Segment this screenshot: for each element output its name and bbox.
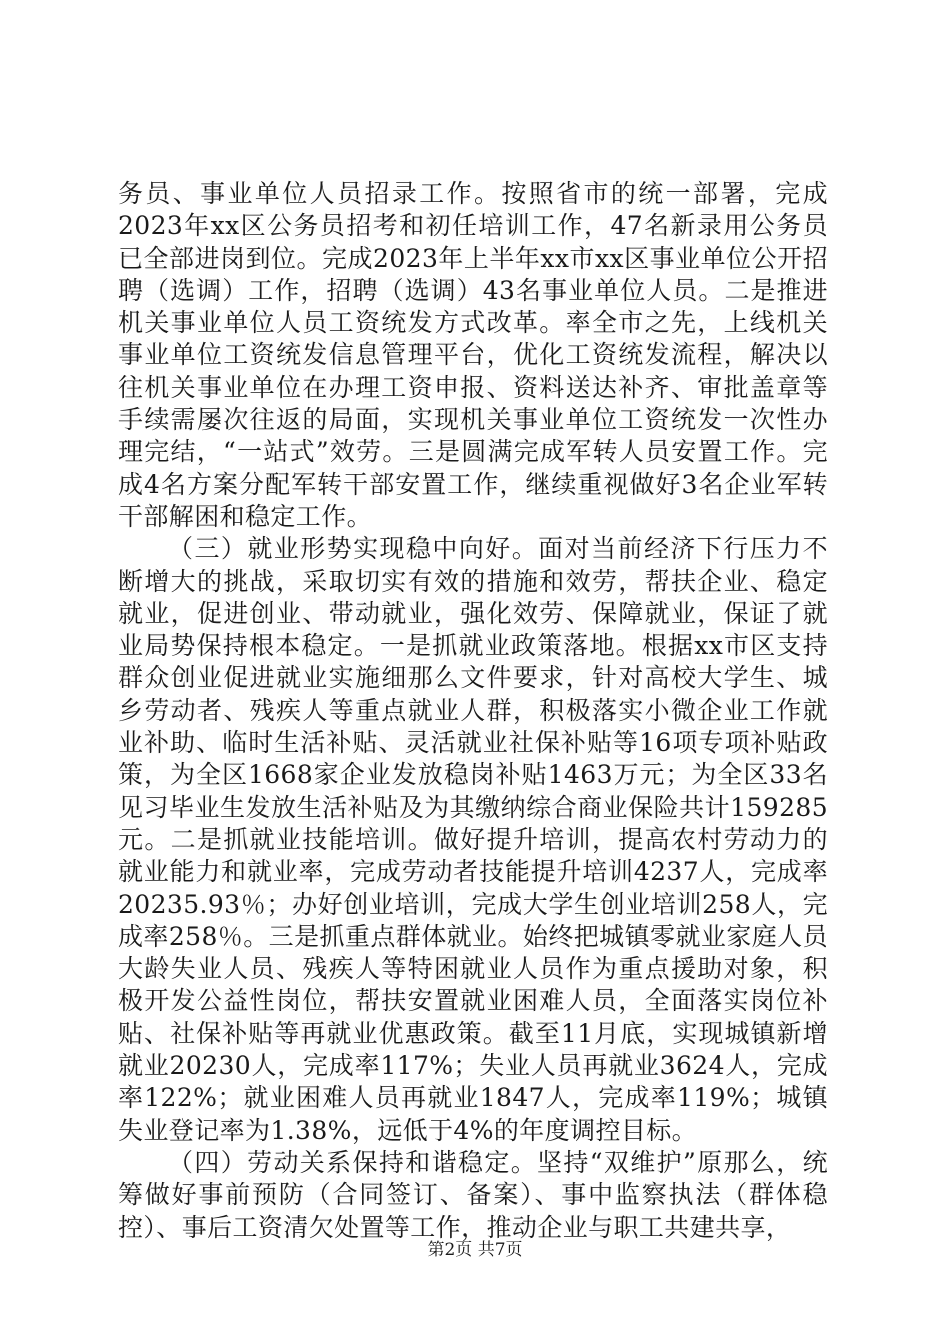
document-body <box>118 178 828 1244</box>
paragraph-labor-relations: （四）劳动关系保持和谐稳定。坚持“双维护”原那么，统筹做好事前预防（合同签订、备案）、事中监察执法（群体稳控）、事后工资清欠处置等工作，推动企业与职工共建共享， <box>118 1147 828 1242</box>
paragraph-civil-service-recruitment: 务员、事业单位人员招录工作。按照省市的统一部署，完成2023年xx区公务员招考和初任培训工作，47名新录用公务员已全部进岗到位。完成2023年上半年xx市xx区事业单位公开招聘（选调）工作，招聘（选调）43名事业单位人员。二是推进机关事业单位人员工资统发方式改革。率全市之先，上线机关事业单位工资统发信息管理平台，优化工资统发流程，解决以往机关事业单位在办理工资申报、资料送达补齐、审批盖章等手续需屡次往返的局面，实现机关事业单位工资统发一次性办理完结，“一站式”效劳。三是圆满完成军转人员安置工作。完成4名方案分配军转干部安置工作，继续重视做好3名企业军转干部解困和稳定工作。 <box>118 179 828 531</box>
page-number-footer: 第2页 共7页 <box>427 1240 523 1260</box>
paragraph-employment-situation: （三）就业形势实现稳中向好。面对当前经济下行压力不断增大的挑战，采取切实有效的措施和效劳，帮扶企业、稳定就业，促进创业、带动就业，强化效劳、保障就业，保证了就业局势保持根本稳定。一是抓就业政策落地。根据xx市区支持群众创业促进就业实施细那么文件要求，针对高校大学生、城乡劳动者、残疾人等重点就业人群，积极落实小微企业工作就业补助、临时生活补贴、灵活就业社保补贴等16项专项补贴政策，为全区1668家企业发放稳岗补贴1463万元；为全区33名见习毕业生发放生活补贴及为其缴纳综合商业保险共计159285元。二是抓就业技能培训。做好提升培训，提高农村劳动力的就业能力和就业率，完成劳动者技能提升培训4237人，完成率20235.93％；办好创业培训，完成大学生创业培训258人，完成率258％。三是抓重点群体就业。始终把城镇零就业家庭人员大龄失业人员、残疾人等特困就业人员作为重点援助对象，积极开发公益性岗位，帮扶安置就业困难人员，全面落实岗位补贴、社保补贴等再就业优惠政策。截至11月底，实现城镇新增就业20230人，完成率117%；失业人员再就业3624人，完成率122%；就业困难人员再就业1847人，完成率119%；城镇失业登记率为1.38%，远低于4%的年度调控目标。 <box>118 534 828 1145</box>
